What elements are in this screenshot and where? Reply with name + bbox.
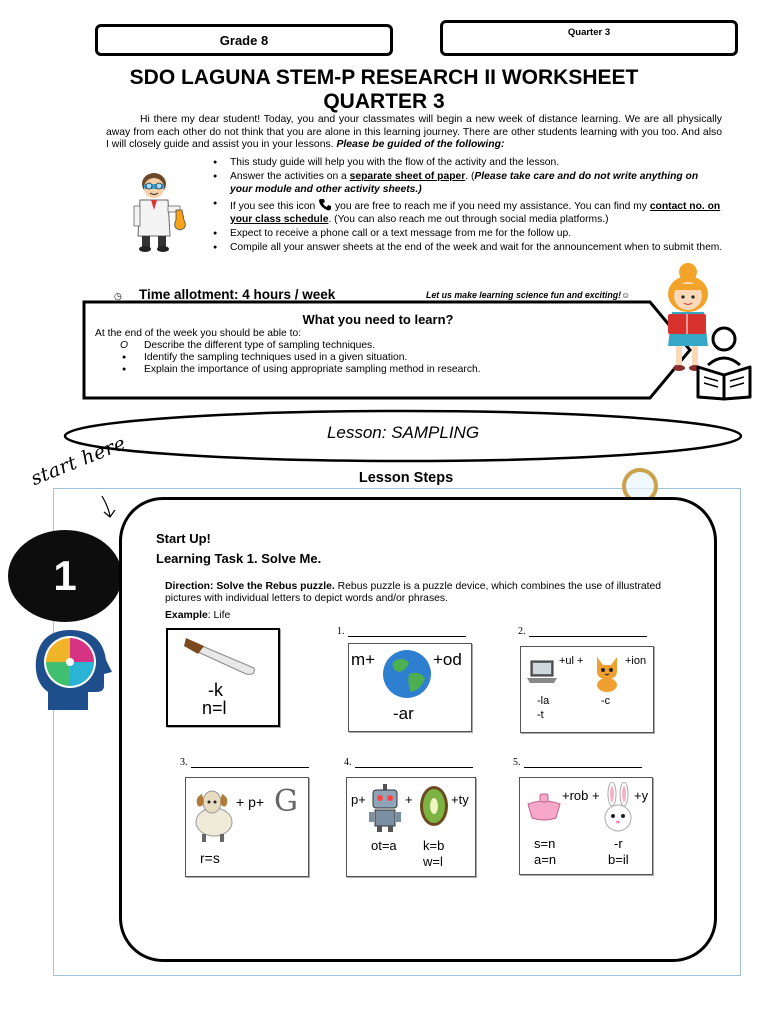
scientist-illustration (132, 170, 192, 254)
guide-item: ● Expect to receive a phone call or a text message from me for the follow up. (213, 228, 723, 240)
quarter-label: Quarter 3 (567, 26, 611, 38)
puzzle-4-ty: +ty (451, 792, 469, 807)
puzzle-3-card (185, 777, 309, 877)
phone-icon (318, 198, 332, 212)
puzzle-2-top-2: +ion (625, 655, 647, 667)
time-allotment: Time allotment: 4 hours / week (139, 287, 336, 302)
answer-line (191, 757, 309, 768)
puzzle-4-bottom-2: k=b (423, 838, 445, 853)
task-example: Example: Life (165, 610, 231, 621)
laptop-icon (527, 659, 557, 685)
knife-icon (184, 636, 260, 680)
puzzle-2-bottom-1: -la (537, 695, 550, 707)
puzzle-1-bottom: -ar (393, 704, 414, 723)
puzzle-4-plus: + (405, 792, 413, 807)
puzzle-5-y: +y (634, 788, 649, 803)
puzzle-5-bottom-3: -r (614, 836, 623, 851)
puzzle-5-rob: +rob + (562, 788, 600, 803)
guide-list (213, 157, 723, 257)
lesson-title: Lesson: SAMPLING (326, 423, 480, 442)
puzzle-1-number: 1. (337, 626, 466, 637)
puzzle-2-bottom-3: -c (601, 695, 611, 707)
example-top: -k (208, 680, 223, 700)
worksheet-title: SDO LAGUNA STEM-P RESEARCH II WORKSHEET (129, 66, 639, 89)
puzzle-4-number: 4. (344, 757, 473, 768)
puzzle-2-top-1: +ul + (559, 655, 584, 667)
step-number: 1 (53, 552, 77, 599)
robot-icon (367, 784, 403, 834)
learn-objectives (118, 340, 498, 375)
guide-item: ● If you see this icon you are free to reach me if you need my assistance. You can find my contact no. on your class schedule. (You can also reach me out through social media platforms.) (213, 198, 723, 226)
puzzle-3-number: 3. (180, 757, 309, 768)
puzzle-4-card (346, 777, 476, 877)
ram-icon (192, 786, 234, 844)
puzzle-4-p: p+ (351, 792, 366, 807)
guide-item: ● Compile all your answer sheets at the end of the week and wait for the announcement when to submit them. (213, 242, 723, 254)
task-direction: Direction: Solve the Rebus puzzle. Rebus puzzle is a puzzle device, which combines the use of illustrated pictures with individual letters to depict words and/or phrases. (165, 581, 662, 604)
step-number-badge (8, 530, 122, 622)
tagline: Let us make learning science fun and exciting!☺ (426, 290, 631, 300)
clock-icon: ◷ (114, 291, 122, 301)
learn-intro: At the end of the week you should be able to: (95, 328, 302, 339)
intro-text: Hi there my dear student! Today, you and your classmates will begin a new week of distance learning. We are all physically away from each other do not think that you are alone in this learning journey. There are other students learning with you too. And also I will closely guide and assist you in your lessons. (106, 114, 722, 151)
intro-paragraph (106, 114, 722, 152)
objective-item: O Describe the different type of sampling techniques. (120, 340, 376, 351)
example-puzzle-card (166, 628, 280, 727)
puzzle-1-right: +od (433, 650, 462, 669)
puzzle-2-bottom-2: -t (537, 709, 544, 721)
puzzle-5-bottom-1: s=n (534, 836, 556, 851)
start-up-label: Start Up! (156, 531, 211, 546)
reader-icon (695, 325, 753, 401)
answer-line (529, 626, 647, 637)
worksheet-subtitle: QUARTER 3 (323, 90, 445, 113)
answer-line (355, 757, 473, 768)
puzzle-5-number: 5. (513, 757, 642, 768)
quarter-box (440, 20, 738, 56)
puzzle-5-bottom-4: b=il (608, 852, 629, 867)
puzzle-1-left: m+ (351, 650, 376, 669)
sink-icon (526, 792, 562, 824)
guide-item: ● This study guide will help you with the flow of the activity and the lesson. (213, 157, 723, 169)
puzzle-4-bottom-1: ot=a (371, 838, 397, 853)
puzzle-1-card (348, 643, 472, 732)
cat-icon (591, 653, 623, 693)
task-title: Learning Task 1. Solve Me. (156, 551, 322, 566)
answer-line (348, 626, 466, 637)
puzzle-5-bottom-2: a=n (534, 852, 557, 867)
rabbit-icon (602, 782, 634, 834)
smiley-icon: ☺ (621, 290, 631, 300)
puzzle-2-card (520, 646, 654, 733)
intro-emphasis: Please be guided of the following: (336, 139, 505, 151)
objective-item: ● Explain the importance of using appropriate sampling method in research. (122, 363, 481, 375)
learn-heading: What you need to learn? (302, 312, 454, 327)
start-here-note: start here (27, 432, 129, 490)
start-here-arrow (98, 494, 122, 520)
puzzle-5-card (519, 777, 653, 875)
globe-icon (381, 648, 433, 700)
puzzle-3-plus: + p+ (236, 794, 265, 810)
grade-label: Grade 8 (219, 32, 269, 48)
answer-line (524, 757, 642, 768)
objective-item: ● Identify the sampling techniques used in a given situation. (122, 351, 408, 363)
example-bottom: n=l (202, 698, 227, 718)
puzzle-3-letter: G (274, 784, 298, 819)
lesson-steps-title: Lesson Steps (358, 470, 454, 486)
kiwi-icon (417, 784, 451, 828)
guide-item: ● Answer the activities on a separate sheet of paper. (Please take care and do not write anything on your module and other activity sheets.) (213, 171, 723, 196)
grade-box (95, 24, 393, 56)
puzzle-3-bottom: r=s (200, 850, 220, 866)
puzzle-2-number: 2. (518, 626, 647, 637)
puzzle-head-icon (30, 626, 114, 712)
puzzle-4-bottom-3: w=l (423, 854, 443, 869)
